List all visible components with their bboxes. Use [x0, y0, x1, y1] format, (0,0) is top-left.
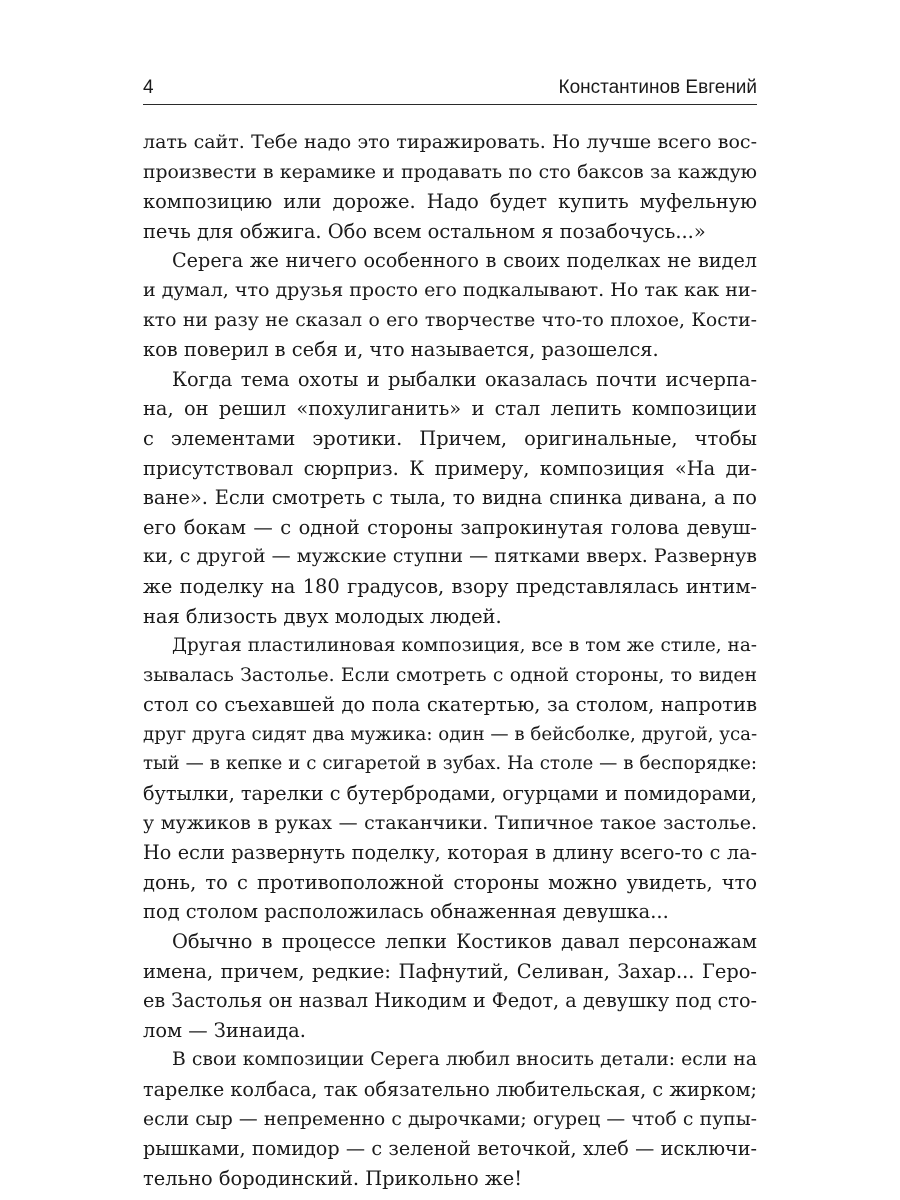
text-line: имена, причем, редкие: Пафнутий, Селиван, Захар... Геро- [143, 959, 757, 983]
text-line: под столом расположилась обнаженная девушка... [143, 900, 669, 924]
author-name: Константинов Евгений [558, 77, 757, 98]
text-line: произвести в керамике и продавать по сто баксов за каждую [143, 161, 757, 183]
paragraph [143, 128, 757, 246]
text-line: друг друга сидят два мужика: один — в бейсболке, другой, уса- [143, 723, 758, 745]
text-line: стол со съехавшей до пола скатертью, за столом, напротив [143, 693, 757, 717]
paragraph [143, 1045, 757, 1193]
text-line: же поделку на 180 градусов, взору представлялась интим- [143, 574, 757, 598]
paragraph [143, 246, 757, 364]
text-line: Серега же ничего особенного в своих поделках не видел [172, 249, 757, 273]
text-line: тый — в кепке и с сигаретой в зубах. На столе — в беспорядке: [143, 753, 757, 775]
text-line: Обычно в процессе лепки Костиков давал персонажам [172, 930, 757, 954]
text-line: зывалась Застолье. Если смотреть с одной стороны, то виден [143, 664, 757, 686]
text-line: кто ни разу не сказал о его творчестве что-то плохое, Кости- [143, 309, 757, 331]
text-line: ване». Если смотреть с тыла, то видна спинка дивана, а по [143, 486, 757, 510]
paragraph [143, 631, 757, 927]
text-line: у мужиков в руках — стаканчики. Типичное такое застолье. [143, 811, 757, 834]
text-line: и думал, что друзья просто его подкалывают. Но так как ни- [143, 278, 757, 301]
text-line: если сыр — непременно с дырочками; огурец — чтоб с пупы- [143, 1108, 757, 1130]
text-line: донь, то с противоположной стороны можно увидеть, что [143, 870, 757, 894]
text-line: ков поверил в себя и, что называется, разошелся. [143, 338, 659, 362]
text-line: тельно бородинский. Прикольно же! [143, 1166, 522, 1190]
text-line: тарелке колбаса, так обязательно любительская, с жирком; [143, 1078, 757, 1101]
text-line: его бокам — с одной стороны запрокинутая голова девуш- [143, 515, 757, 539]
text-line: композицию или дороже. Надо будет купить муфельную [143, 190, 757, 214]
text-line: рышками, помидор — с зеленой веточкой, хлеб — исключи- [143, 1137, 757, 1161]
text-line: с элементами эротики. Причем, оригинальные, чтобы [143, 426, 757, 450]
text-line: лом — Зинаида. [143, 1018, 306, 1042]
text-line: Другая пластилиновая композиция, все в том же стиле, на- [172, 635, 757, 657]
text-line: на, он решил «похулиганить» и стал лепить композиции [143, 397, 757, 421]
text-line: В свои композиции Серега любил вносить детали: если на [172, 1049, 757, 1071]
paragraph [143, 927, 757, 1045]
running-header [143, 74, 757, 105]
text-line: присутствовал сюрприз. К примеру, композиция «На ди- [143, 456, 757, 480]
text-line: бутылки, тарелки с бутербродами, огурцами и помидорами, [143, 782, 757, 806]
text-line: печь для обжига. Обо всем остальном я позабочусь...» [143, 219, 706, 243]
text-line: ки, с другой — мужские ступни — пятками вверх. Развернув [143, 545, 757, 568]
text-line: ная близость двух молодых людей. [143, 604, 502, 628]
text-line: Но если развернуть поделку, которая в длину всего-то с ла- [143, 841, 757, 865]
text-line: Когда тема охоты и рыбалки оказалась почти исчерпа- [172, 367, 757, 391]
text-line: ев Застолья он назвал Никодим и Федот, а девушку под сто- [143, 989, 757, 1013]
page-number: 4 [143, 77, 154, 98]
body-text [143, 128, 757, 1193]
paragraph [143, 365, 757, 631]
text-line: лать сайт. Тебе надо это тиражировать. Но лучше всего вос- [143, 131, 757, 153]
